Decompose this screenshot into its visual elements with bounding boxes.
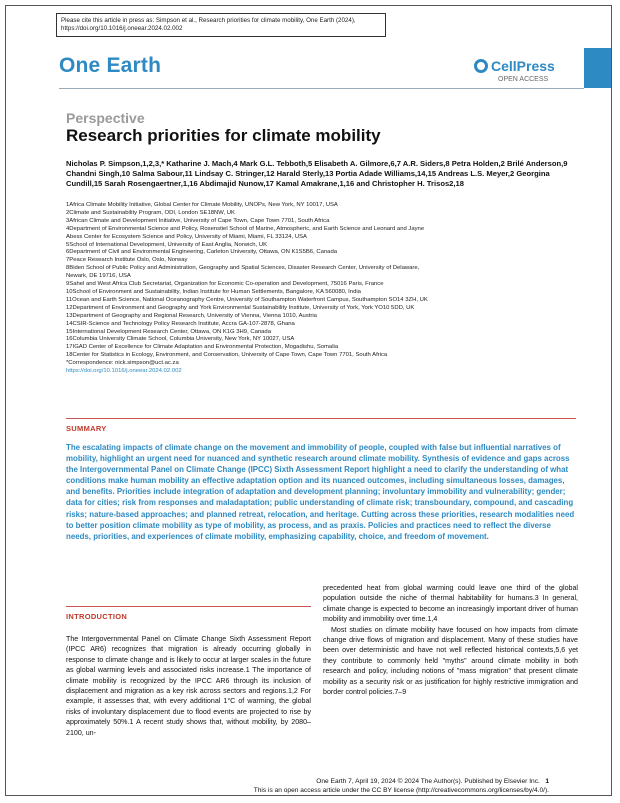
affiliation: 15International Development Research Center, Ottawa, ON K1G 3H9, Canada: [66, 328, 271, 335]
body-column-left: The Intergovernmental Panel on Climate Change Sixth Assessment Report (IPCC AR6) recognizes that migration is already occurring globally in response to climate change and is likely to occur at larger scales in the future as global warming levels and associated risks increase.1 The importance of climate mobility is recognized by the IPCC AR6 through its inclusion of displacement and migration as a key risk across sectors and regions.1,2 For example, it assesses that, with every additional 1°C of warming, the global risks of involuntary displacement due to flood events are projected to rise by approximately 50%.1 A recent study shows that, without mobility, by 2080–2100, un-: [66, 635, 311, 737]
publisher-name: CellPress: [491, 58, 555, 74]
affiliation: 13Department of Geography and Regional Research, University of Vienna, Vienna 1010, Austria: [66, 312, 317, 319]
cellpress-logo-icon: [474, 59, 488, 73]
introduction-rule: [66, 606, 311, 607]
article-title: Research priorities for climate mobility: [66, 126, 381, 145]
introduction-heading: INTRODUCTION: [66, 612, 128, 621]
correspondence: *Correspondence: nick.simpson@uct.ac.za: [66, 360, 179, 367]
journal-color-tab: [584, 48, 612, 88]
affiliation: 18Center for Statistics in Ecology, Environment, and Conservation, University of Cape Town, Cape Town 7701, South Africa: [66, 352, 388, 359]
body-paragraph: precedented heat from global warming could leave one third of the global population outside the niche of thermal habitability for humans.3 In general, climate change is expected to become an increasingly important driver of human mobility and immobility over time.1,4: [323, 584, 578, 624]
affiliation: 4Department of Environmental Science and Policy, Rosenstiel School of Marine, Atmospheric, and Earth Science and Leonard and Jayne: [66, 225, 425, 232]
page-footer: [254, 777, 549, 795]
affiliation: 14CSIR-Science and Technology Policy Research Institute, Accra GA-107-2878, Ghana: [66, 320, 295, 327]
article-type: Perspective: [66, 110, 145, 126]
page-number: 1: [545, 778, 549, 785]
summary-rule: [66, 418, 576, 419]
article-page: [5, 5, 612, 796]
affiliation: 12Department of Environment and Geography and York Environmental Sustainability Institute, University of York, York YO10 5DD, UK: [66, 304, 415, 311]
doi-link[interactable]: https://doi.org/10.1016/j.oneear.2024.02.002: [66, 368, 182, 375]
affiliation: 17IGAD Center of Excellence for Climate Adaptation and Environmental Protection, Mogadishu, Somalia: [66, 344, 339, 351]
header-divider: [59, 88, 584, 89]
license-note: This is an open access article under the CC BY license (http://creativecommons.org/licenses/by/4.0/).: [253, 787, 549, 794]
footer-citation: One Earth 7, April 19, 2024 © 2024 The Author(s). Published by Elsevier Inc.: [316, 778, 540, 785]
journal-name[interactable]: One Earth: [59, 54, 162, 77]
body-column-right: [323, 583, 578, 697]
affiliation: Abess Center for Ecosystem Science and Policy, University of Miami, Miami, FL 33124, USA: [66, 233, 307, 240]
open-access-label: OPEN ACCESS: [498, 76, 549, 83]
affiliation: 7Peace Research Institute Oslo, Oslo, Norway: [66, 257, 188, 264]
affiliation: 6Department of Civil and Environmental Engineering, Carleton University, Ottawa, ON K1S5B6, Canada: [66, 249, 337, 256]
affiliation: 11Ocean and Earth Science, National Oceanography Centre, University of Southampton Waterfront Campus, Southampton SO14 3ZH, UK: [66, 296, 428, 303]
affiliation: 8Biden School of Public Policy and Administration, Geography and Spatial Sciences, Disaster Research Center, University of Delaware,: [66, 265, 420, 272]
publisher-logo[interactable]: [474, 58, 555, 83]
affiliation: 9Sahel and West Africa Club Secretariat, Organization for Economic Co-operation and Development, 75016 Paris, France: [66, 281, 384, 288]
affiliation: 3African Climate and Development Initiative, University of Cape Town, Cape Town 7701, South Africa: [66, 217, 330, 224]
affiliation: 16Columbia University Climate School, Columbia University, New York, NY 10027, USA: [66, 336, 295, 343]
author-list: Nicholas P. Simpson,1,2,3,* Katharine J. Mach,4 Mark G.L. Tebboth,5 Elisabeth A. Gilmore,6,7 A.R. Siders,8 Petra Holden,2 Brilé Anderson,9 Chandni Singh,10 Salma Sabour,11 Lindsay C. Stringer,12 Harald Sterly,13 Portia Adade Williams,14,15 Andreas L.S. Meyer,2 Georgina Cundill,15 Sarah Rosengaertner,1,16 Abdimajid Nunow,17 Kamal Amakrane,1,16 and Christopher H. Trisos2,18: [66, 159, 568, 188]
affiliation: 1Africa Climate Mobility Initiative, Global Center for Climate Mobility, UNOPs, New York, NY 10017, USA: [66, 202, 338, 208]
affiliation: 5School of International Development, University of East Anglia, Norwich, UK: [66, 241, 268, 248]
body-paragraph: Most studies on climate mobility have focused on how impacts from climate change drive flows of migration and displacement. Many of these studies have been over deterministic and have not well reflected historical contexts,5,6 yet they contribute to commonly held "myths" around climate mobility in both research and policy, including notions of "mass migration" that present climate mobility as a security risk or as justification for highly restrictive immigration and border control policies.7–9: [323, 625, 578, 697]
summary-text: The escalating impacts of climate change on the movement and immobility of people, coupled with false but influential narratives of mobility, highlight an urgent need for nuanced and synthetic research around climate mobility. Synthesis of evidence and gaps across the Intergovernmental Panel on Climate Change (IPCC) Sixth Assessment Report highlight a need to clarify the understanding of what conditions make human mobility an effective adaptation option and its nuanced outcomes, including simultaneous losses, damages, and benefits. Priorities include integration of adaptation and development planning; involuntary immobility and vulnerability; gender; data for cities; risk from responses and maladaptation; public understanding of climate risk; transboundary, compound, and cascading risks; nature-based approaches; and planned retreat, relocation, and heritage. Cutting across these priorities, research modalities need to better position climate mobility as type of mobility, as process, and as praxis. Policies and practices need to reflect the diverse needs, priorities, and experiences of climate mobility, emphasizing capability, choice, and freedom of movement.: [66, 443, 575, 541]
affiliation-list: [66, 202, 576, 376]
summary-heading: SUMMARY: [66, 424, 107, 433]
affiliation: 10School of Environment and Sustainability, Indian Institute for Human Settlements, Bangalore, KA 560080, India: [66, 288, 361, 295]
citation-notice: Please cite this article in press as: Simpson et al., Research priorities for climate mobility, One Earth (2024), https://doi.org/10.1016/j.oneear.2024.02.002: [56, 13, 386, 37]
affiliation: 2Climate and Sustainability Program, ODI, London SE18NW, UK: [66, 209, 235, 216]
affiliation: Newark, DE 19716, USA: [66, 273, 131, 280]
